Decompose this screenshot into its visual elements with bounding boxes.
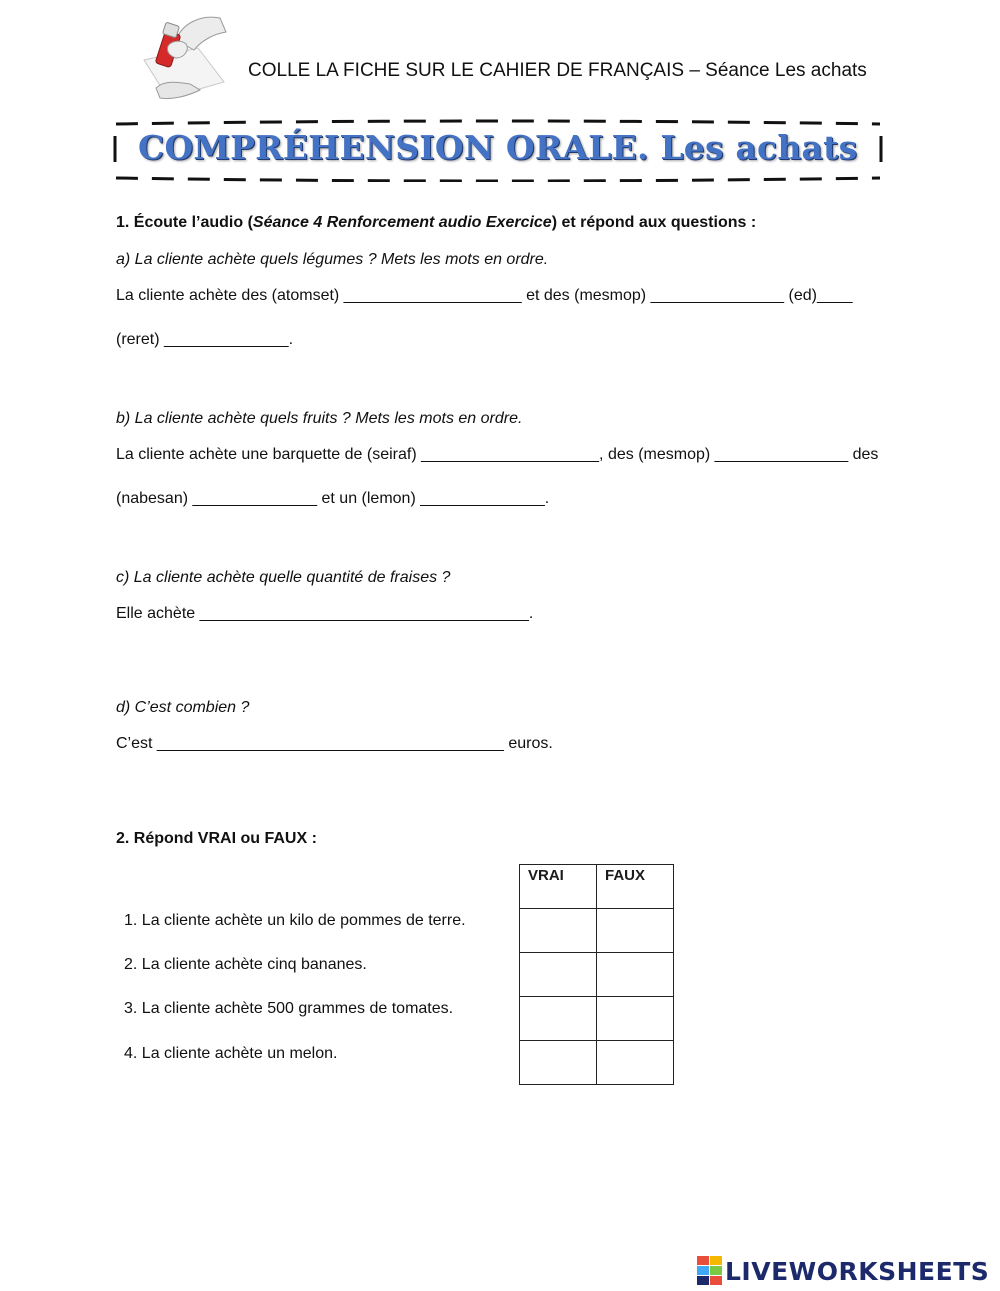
answer-cell-4-vrai[interactable]: [520, 1041, 597, 1085]
answer-cell-2-faux[interactable]: [597, 953, 674, 997]
column-header-vrai: VRAI: [520, 865, 597, 909]
answer-d-line[interactable]: C’est _______________________________________ euros.: [116, 735, 553, 752]
column-header-faux: FAUX: [597, 865, 674, 909]
question-b: b) La cliente achète quels fruits ? Mets les mots en ordre.: [116, 410, 523, 427]
question-a: a) La cliente achète quels légumes ? Mets les mots en ordre.: [116, 251, 549, 268]
answer-b-line-1[interactable]: La cliente achète une barquette de (seiraf) ____________________, des (mesmop) _______________ des: [116, 446, 879, 463]
section-2-heading: 2. Répond VRAI ou FAUX :: [116, 830, 317, 847]
liveworksheets-logo-icon: [697, 1256, 723, 1286]
answer-b-line-2[interactable]: (nabesan) ______________ et un (lemon) ______________.: [116, 490, 550, 507]
question-d: d) C’est combien ?: [116, 699, 250, 716]
header-instruction: COLLE LA FICHE SUR LE CAHIER DE FRANÇAIS – Séance Les achats: [248, 60, 867, 81]
true-false-table: [519, 864, 674, 1085]
answer-a-line-2[interactable]: (reret) ______________.: [116, 331, 294, 348]
answer-cell-2-vrai[interactable]: [520, 953, 597, 997]
section-1-heading: 1. Écoute l’audio (Séance 4 Renforcement audio Exercice) et répond aux questions :: [116, 214, 757, 231]
answer-cell-3-vrai[interactable]: [520, 997, 597, 1041]
liveworksheets-logo-text: LIVEWORKSHEETS: [725, 1256, 990, 1286]
liveworksheets-logo: [697, 1254, 989, 1288]
statement-3: 3. La cliente achète 500 grammes de tomates.: [124, 1000, 454, 1017]
answer-a-line-1[interactable]: La cliente achète des (atomset) ____________________ et des (mesmop) _______________ (ed)____: [116, 287, 853, 304]
statement-2: 2. La cliente achète cinq bananes.: [124, 956, 367, 973]
worksheet-title: COMPRÉHENSION ORALE. Les achats: [138, 128, 858, 167]
answer-cell-3-faux[interactable]: [597, 997, 674, 1041]
answer-cell-1-vrai[interactable]: [520, 909, 597, 953]
glue-stick-icon: [138, 10, 230, 102]
statement-1: 1. La cliente achète un kilo de pommes de terre.: [124, 912, 466, 929]
answer-cell-1-faux[interactable]: [597, 909, 674, 953]
question-c: c) La cliente achète quelle quantité de fraises ?: [116, 569, 451, 586]
statement-4: 4. La cliente achète un melon.: [124, 1045, 338, 1062]
answer-cell-4-faux[interactable]: [597, 1041, 674, 1085]
answer-c-line[interactable]: Elle achète _____________________________________.: [116, 605, 534, 622]
